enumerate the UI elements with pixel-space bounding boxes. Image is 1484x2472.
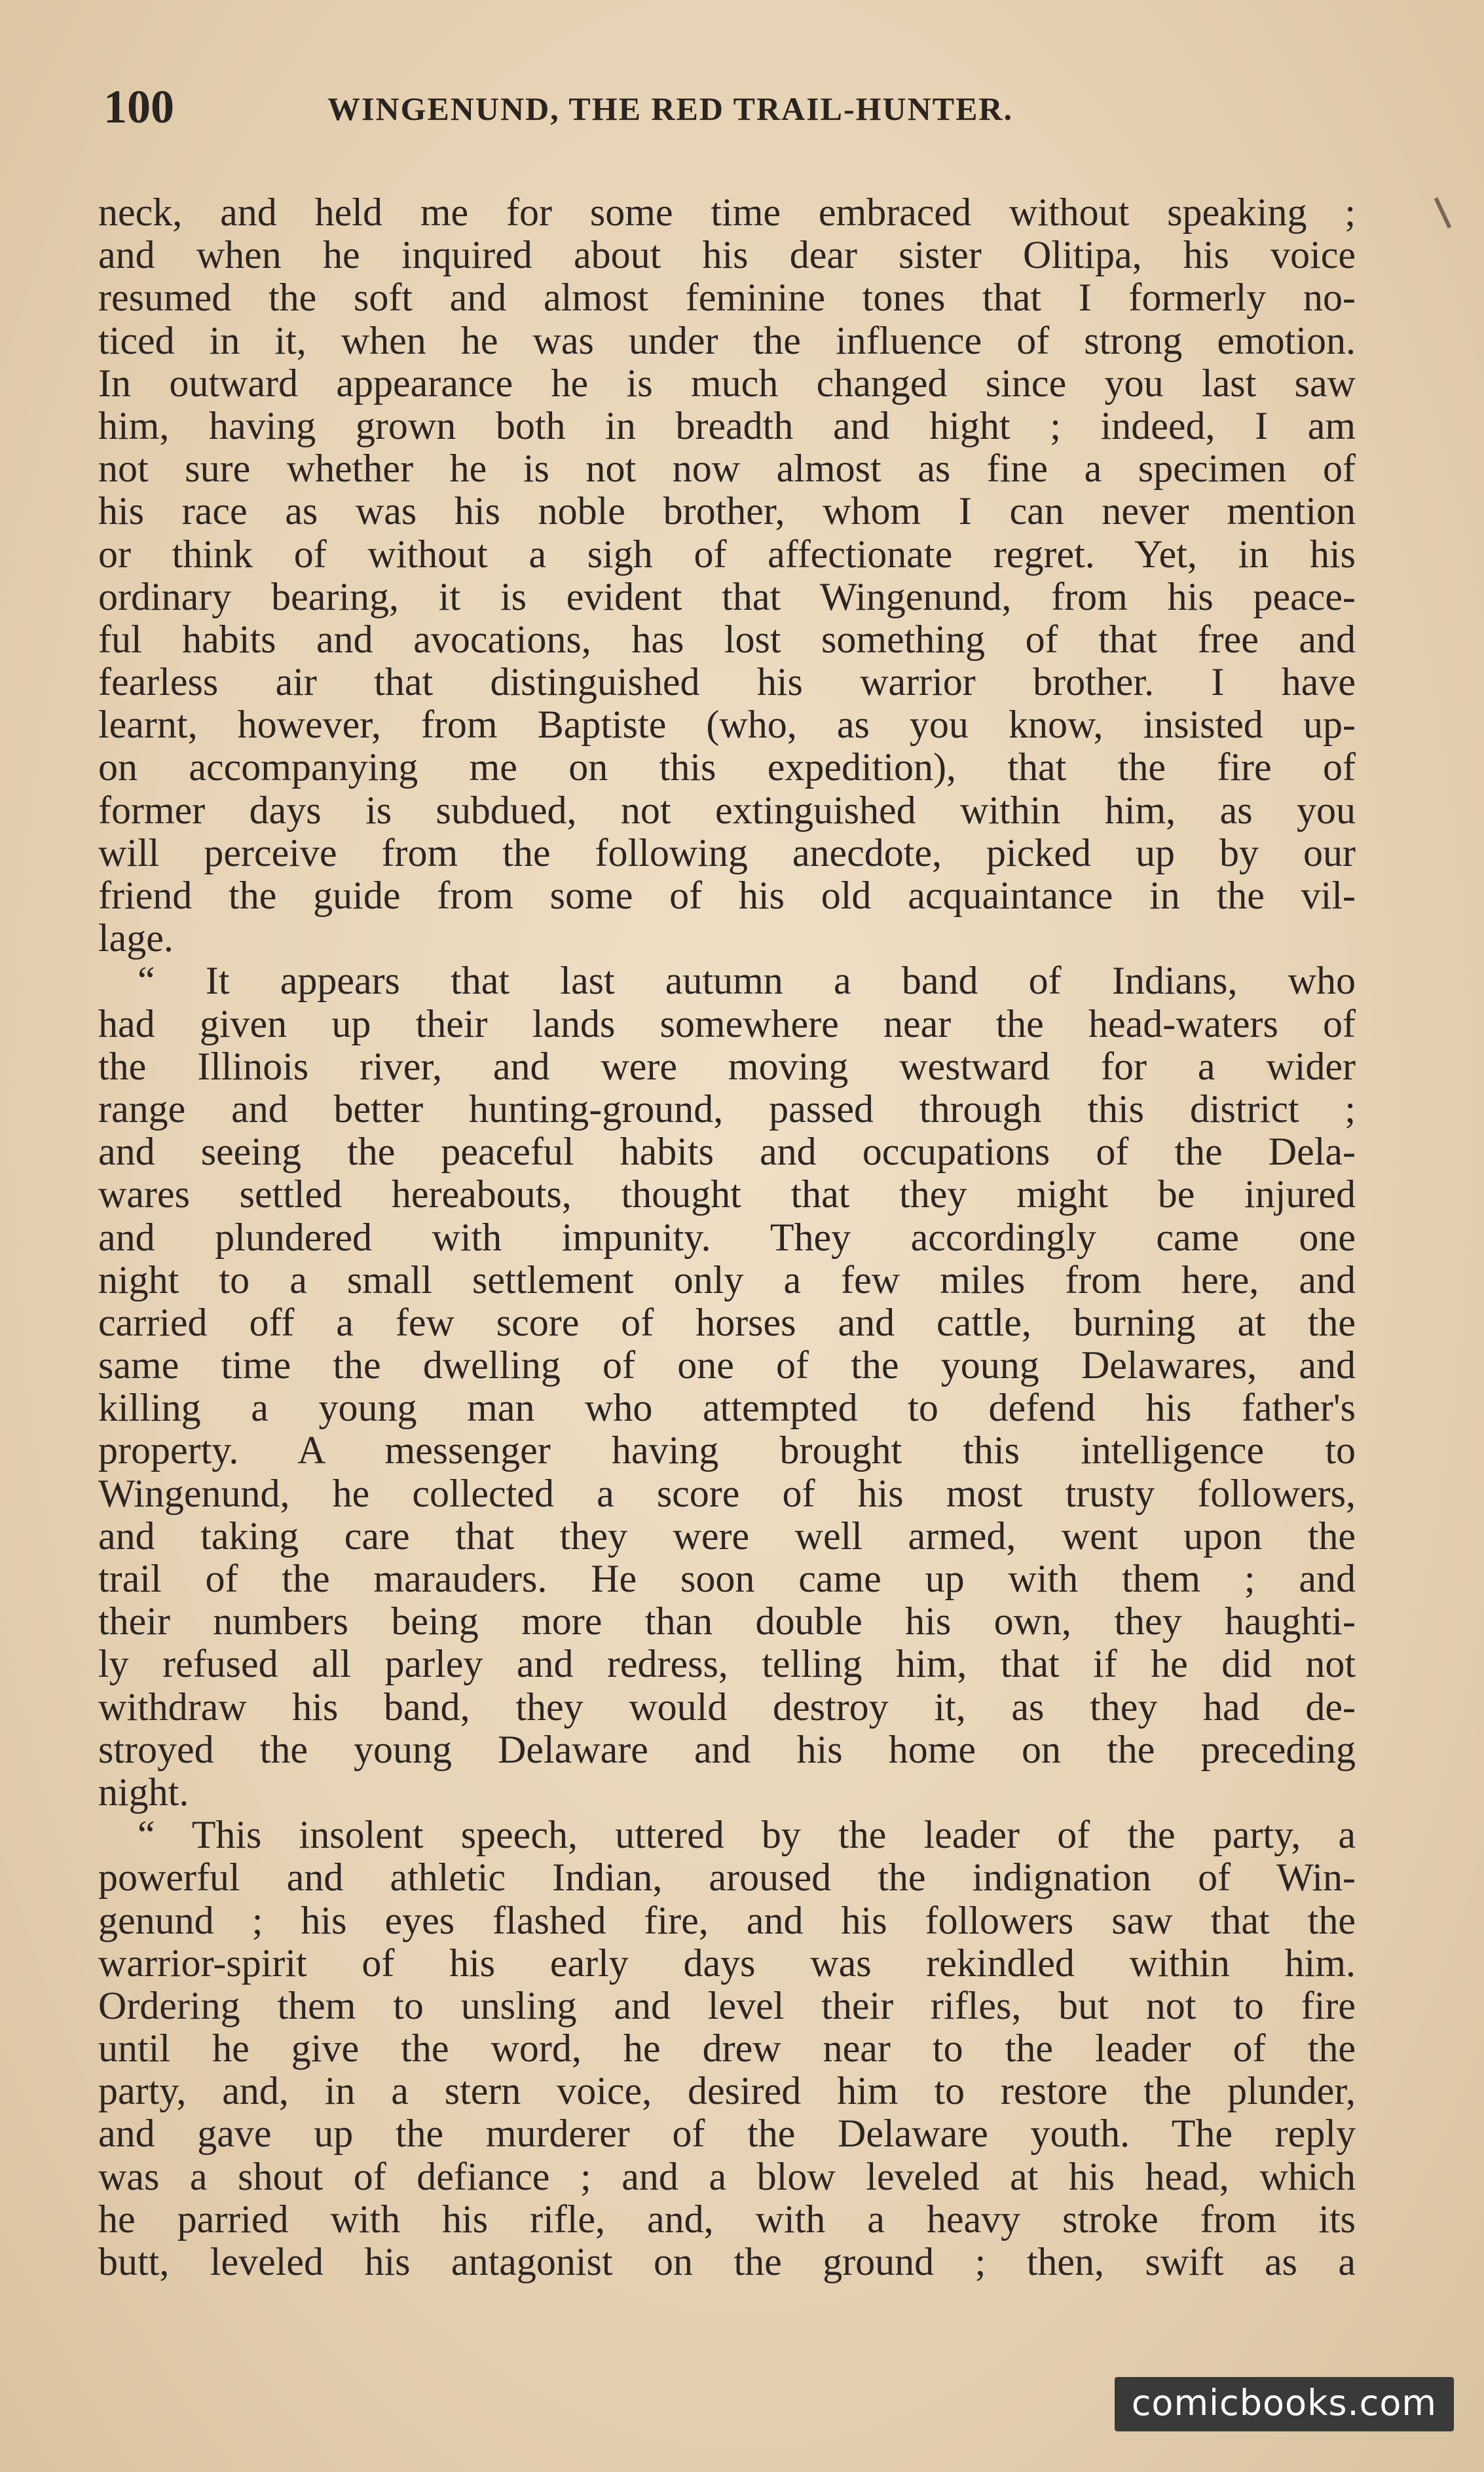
text-line: ly refused all parley and redress, telling him, that if he did not xyxy=(98,1642,1356,1686)
text-line: warrior-spirit of his early days was rekindled within him. xyxy=(98,1941,1356,1985)
text-line: party, and, in a stern voice, desired him to restore the plunder, xyxy=(98,2069,1356,2113)
text-line: was a shout of defiance ; and a blow leveled at his head, which xyxy=(98,2154,1356,2198)
text-line: carried off a few score of horses and cattle, burning at the xyxy=(98,1300,1356,1344)
text-line: the Illinois river, and were moving westward for a wider xyxy=(98,1044,1356,1088)
text-line: former days is subdued, not extinguished within him, as you xyxy=(98,788,1356,832)
text-line: him, having grown both in breadth and hight ; indeed, I am xyxy=(98,403,1356,447)
text-line: range and better hunting-ground, passed through this district ; xyxy=(98,1087,1356,1131)
text-line: ordinary bearing, it is evident that Wingenund, from his peace- xyxy=(98,574,1356,618)
text-line: wares settled hereabouts, thought that they might be injured xyxy=(98,1172,1356,1216)
text-line: and taking care that they were well armed, went upon the xyxy=(98,1514,1356,1558)
text-line: on accompanying me on this expedition), that the fire of xyxy=(98,745,1356,789)
text-line: and gave up the murderer of the Delaware youth. The reply xyxy=(98,2112,1356,2156)
text-line: property. A messenger having brought this intelligence to xyxy=(98,1429,1356,1472)
text-line: ticed in it, when he was under the influence of strong emotion. xyxy=(98,318,1356,362)
text-line: powerful and athletic Indian, aroused the indignation of Win- xyxy=(98,1856,1356,1900)
watermark: comicbooks.com xyxy=(1115,2377,1454,2431)
text-line: fearless air that distinguished his warrior brother. I have xyxy=(98,660,1356,704)
text-line: neck, and held me for some time embraced without speaking ; xyxy=(98,191,1356,234)
text-line: their numbers being more than double his own, they haughti- xyxy=(98,1600,1356,1643)
text-line: Wingenund, he collected a score of his most trusty followers, xyxy=(98,1471,1356,1515)
text-line: not sure whether he is not now almost as fine a specimen of xyxy=(98,447,1356,491)
text-line: ful habits and avocations, has lost something of that free and xyxy=(98,617,1356,661)
text-line: “ It appears that last autumn a band of Indians, who xyxy=(138,959,1356,1003)
text-line: Ordering them to unsling and level their rifles, but not to fire xyxy=(98,1983,1356,2027)
text-line: he parried with his rifle, and, with a heavy stroke from its xyxy=(98,2197,1356,2241)
text-line: stroyed the young Delaware and his home on the preceding xyxy=(98,1727,1356,1771)
page-header xyxy=(98,77,1395,136)
text-line: trail of the marauders. He soon came up with them ; and xyxy=(98,1557,1356,1600)
text-line: killing a young man who attempted to defend his father's xyxy=(98,1386,1356,1430)
page-number: 100 xyxy=(103,81,174,133)
ink-mark xyxy=(1434,197,1452,229)
text-line: resumed the soft and almost feminine tones that I formerly no- xyxy=(98,276,1356,320)
text-line: night. xyxy=(98,1770,189,1814)
text-line: night to a small settlement only a few miles from here, and xyxy=(98,1258,1356,1302)
text-line: butt, leveled his antagonist on the ground ; then, swift as a xyxy=(98,2240,1356,2283)
text-line: until he give the word, he drew near to the leader of the xyxy=(98,2027,1356,2070)
text-line: In outward appearance he is much changed since you last saw xyxy=(98,361,1356,405)
text-line: and when he inquired about his dear sister Olitipa, his voice xyxy=(98,233,1356,277)
text-line: “ This insolent speech, uttered by the leader of the party, a xyxy=(138,1813,1356,1857)
text-line: his race as was his noble brother, whom I can never mention xyxy=(98,489,1356,533)
text-line: learnt, however, from Baptiste (who, as you know, insisted up- xyxy=(98,703,1356,747)
text-line: withdraw his band, they would destroy it, as they had de- xyxy=(98,1685,1356,1729)
text-line: and seeing the peaceful habits and occupations of the Dela- xyxy=(98,1130,1356,1174)
text-line: had given up their lands somewhere near the head-waters of xyxy=(98,1002,1356,1045)
text-line: and plundered with impunity. They accordingly came one xyxy=(98,1215,1356,1259)
running-head: WINGENUND, THE RED TRAIL-HUNTER. xyxy=(327,90,1014,127)
text-line: or think of without a sigh of affectionate regret. Yet, in his xyxy=(98,532,1356,576)
text-line: will perceive from the following anecdote, picked up by our xyxy=(98,831,1356,874)
body-text xyxy=(98,191,1356,2283)
text-line: lage. xyxy=(98,916,174,960)
text-line: friend the guide from some of his old acquaintance in the vil- xyxy=(98,874,1356,917)
text-line: same time the dwelling of one of the young Delawares, and xyxy=(98,1343,1356,1387)
text-line: genund ; his eyes flashed fire, and his followers saw that the xyxy=(98,1898,1356,1942)
